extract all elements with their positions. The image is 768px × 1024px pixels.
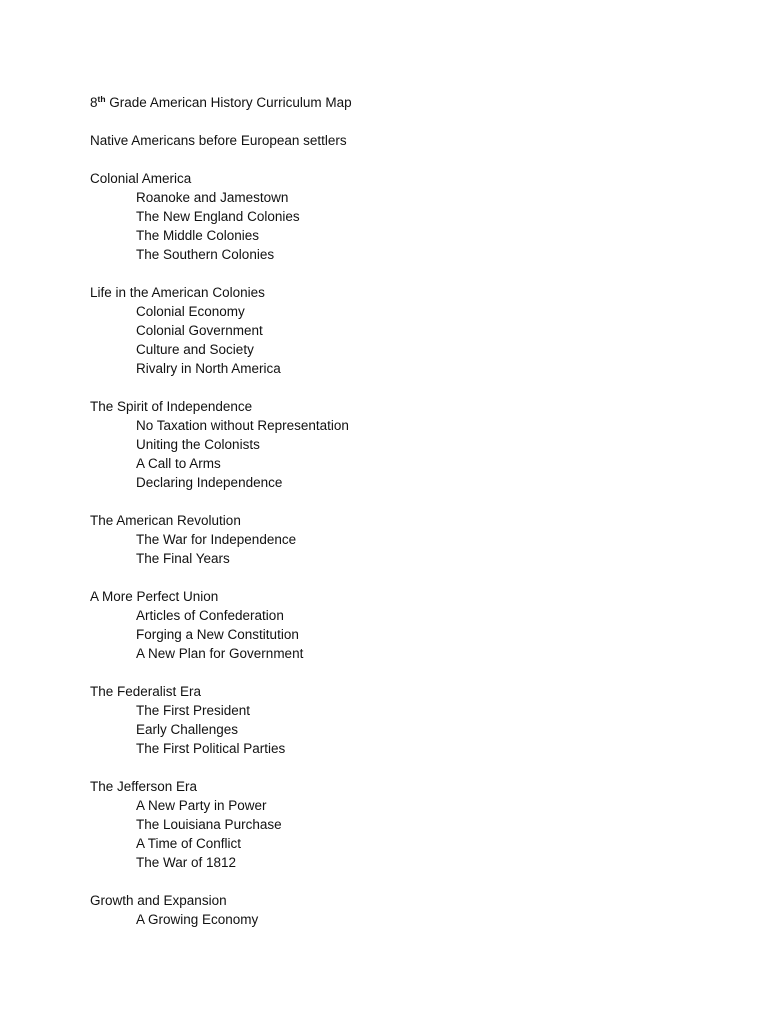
section-heading: The Federalist Era — [90, 684, 202, 699]
section-topic: The Southern Colonies — [136, 247, 275, 262]
section-topic: No Taxation without Representation — [136, 418, 349, 433]
section-topic: Early Challenges — [136, 722, 239, 737]
section-topic: A Time of Conflict — [136, 836, 242, 851]
curriculum-section — [90, 777, 730, 872]
section-topic: Culture and Society — [136, 342, 254, 357]
title-text: Grade American History Curriculum Map — [105, 95, 352, 110]
curriculum-section — [90, 131, 730, 150]
section-heading: Native Americans before European settlers — [90, 133, 347, 148]
title-grade-number: 8 — [90, 95, 98, 110]
section-heading: Growth and Expansion — [90, 893, 227, 908]
section-topic: A New Party in Power — [136, 798, 267, 813]
document-title — [90, 93, 730, 112]
section-heading: Colonial America — [90, 171, 192, 186]
section-topic: The New England Colonies — [136, 209, 300, 224]
section-heading: The Jefferson Era — [90, 779, 198, 794]
section-topic: A Call to Arms — [136, 456, 221, 471]
section-topic: The Final Years — [136, 551, 230, 566]
section-heading: Life in the American Colonies — [90, 285, 265, 300]
section-topic: Uniting the Colonists — [136, 437, 260, 452]
section-topic: A New Plan for Government — [136, 646, 304, 661]
title-grade-suffix: th — [97, 94, 106, 104]
section-topic: The Middle Colonies — [136, 228, 260, 243]
curriculum-section — [90, 397, 730, 492]
section-topic: Roanoke and Jamestown — [136, 190, 289, 205]
section-topic: Rivalry in North America — [136, 361, 281, 376]
section-heading: The American Revolution — [90, 513, 241, 528]
curriculum-section — [90, 169, 730, 264]
curriculum-section — [90, 587, 730, 663]
curriculum-section — [90, 283, 730, 378]
curriculum-section — [90, 511, 730, 568]
curriculum-section — [90, 682, 730, 758]
section-topic: The War of 1812 — [136, 855, 237, 870]
curriculum-sections — [90, 131, 730, 929]
section-topic: Declaring Independence — [136, 475, 283, 490]
section-topic: Forging a New Constitution — [136, 627, 299, 642]
section-heading: The Spirit of Independence — [90, 399, 253, 414]
section-heading: A More Perfect Union — [90, 589, 219, 604]
curriculum-section — [90, 891, 730, 929]
section-topic: Colonial Economy — [136, 304, 245, 319]
section-topic: The War for Independence — [136, 532, 297, 547]
section-topic: Articles of Confederation — [136, 608, 284, 623]
section-topic: The First President — [136, 703, 251, 718]
document-page — [90, 93, 730, 948]
section-topic: The First Political Parties — [136, 741, 286, 756]
section-topic: The Louisiana Purchase — [136, 817, 282, 832]
section-topic: Colonial Government — [136, 323, 263, 338]
section-topic: A Growing Economy — [136, 912, 259, 927]
